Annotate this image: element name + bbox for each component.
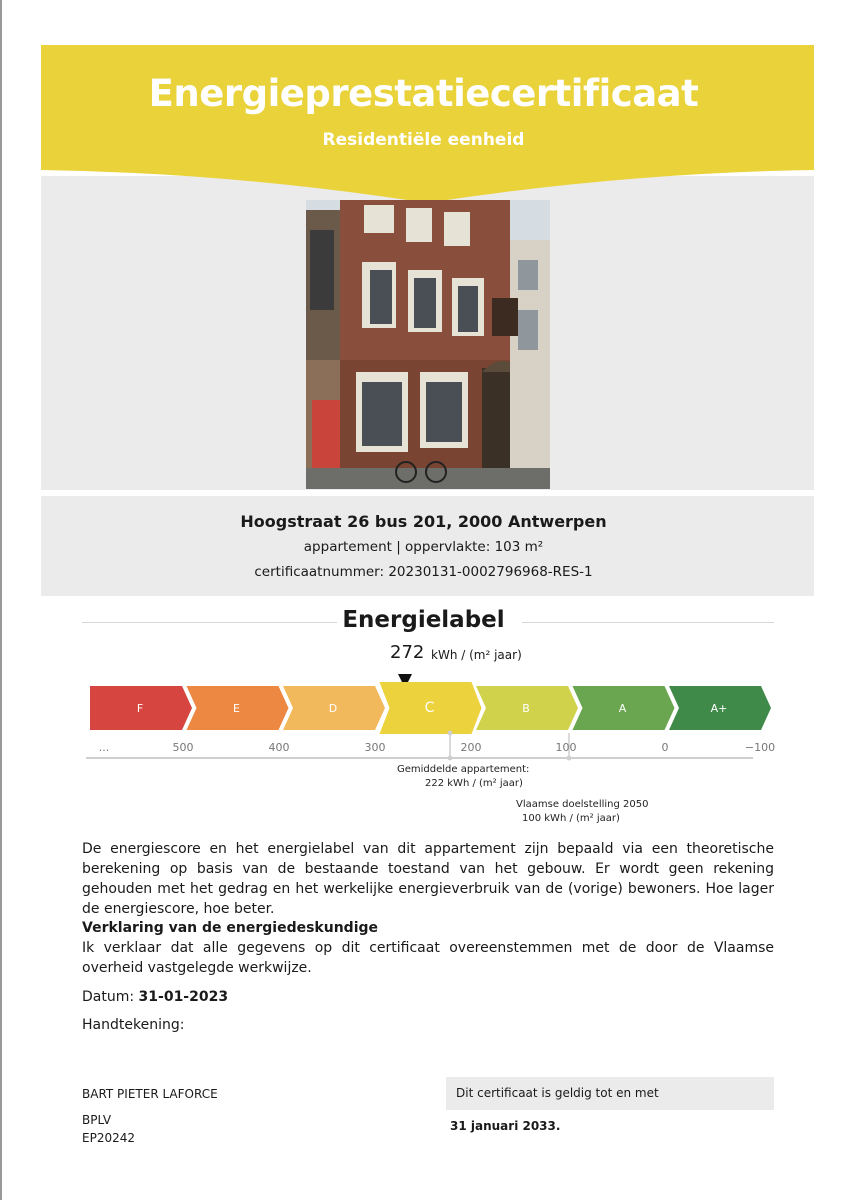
label-text-f: F (136, 702, 144, 715)
label-text-aplus: A+ (710, 702, 728, 715)
scale-tick-label: −100 (744, 741, 776, 754)
expert-code: EP20242 (82, 1131, 135, 1145)
energy-score: 272 (390, 642, 425, 663)
scale-tick-label: 100 (555, 741, 577, 754)
label-text-d: D (328, 702, 338, 715)
validity-date: 31 januari 2033. (450, 1119, 561, 1133)
signature-label: Handtekening: (82, 1017, 185, 1033)
label-text-c: C (424, 700, 435, 716)
scale-tick-label: 500 (172, 741, 194, 754)
target-value: 100 kWh / (m² jaar) (522, 813, 620, 824)
certificate-number: certificaatnummer: 20230131-0002796968-RES-1 (254, 564, 593, 580)
page-title: Energieprestatiecertificaat (148, 72, 699, 115)
scale-tick-label: 200 (460, 741, 482, 754)
declaration-text: Ik verklaar dat alle gegevens op dit certificaat overeenstemmen met de door de Vlaamse overheid vastgelegde werkwijze. (82, 940, 774, 976)
page-subtitle: Residentiële eenheid (322, 130, 525, 150)
validity-box (446, 1077, 774, 1133)
building-photo (306, 200, 550, 489)
address-title: Hoogstraat 26 bus 201, 2000 Antwerpen (240, 512, 607, 531)
header-banner (41, 45, 814, 205)
energy-label-scale (80, 670, 780, 765)
label-text-a: A (618, 702, 627, 715)
declaration-title: Verklaring van de energiedeskundige (82, 920, 379, 936)
date-label: Datum: (82, 989, 135, 1005)
scale-tick-label: ... (98, 741, 110, 754)
scale-tick-label: 400 (268, 741, 290, 754)
date-row (82, 987, 774, 1007)
property-type: appartement | oppervlakte: 103 m² (303, 539, 544, 555)
expert-org: BPLV (82, 1113, 112, 1127)
validity-text: Dit certificaat is geldig tot en met (456, 1086, 659, 1100)
page-edge (0, 0, 2, 1200)
date-value: 31-01-2023 (138, 989, 229, 1005)
average-value: 222 kWh / (m² jaar) (425, 778, 523, 789)
label-text-e: E (233, 702, 240, 715)
explanation-text: De energiescore en het energielabel van dit appartement zijn bepaald via een theoretische berekening op basis van de bestaande toestand van het gebouw. Er wordt geen rekening gehouden met het gedrag en het werkelijke energieverbruik van de (vorige) bewoners. Hoe lager de energiescore, hoe beter. (82, 841, 774, 917)
scale-tick-label: 0 (661, 741, 669, 754)
average-title: Gemiddelde appartement: (397, 764, 530, 775)
expert-name: BART PIETER LAFORCE (82, 1087, 218, 1101)
energy-score-unit: kWh / (m² jaar) (431, 648, 522, 662)
target-title: Vlaamse doelstelling 2050 (516, 799, 649, 810)
energielabel-title: Energielabel (342, 607, 505, 633)
label-text-b: B (522, 702, 530, 715)
scale-tick-label: 300 (364, 741, 386, 754)
